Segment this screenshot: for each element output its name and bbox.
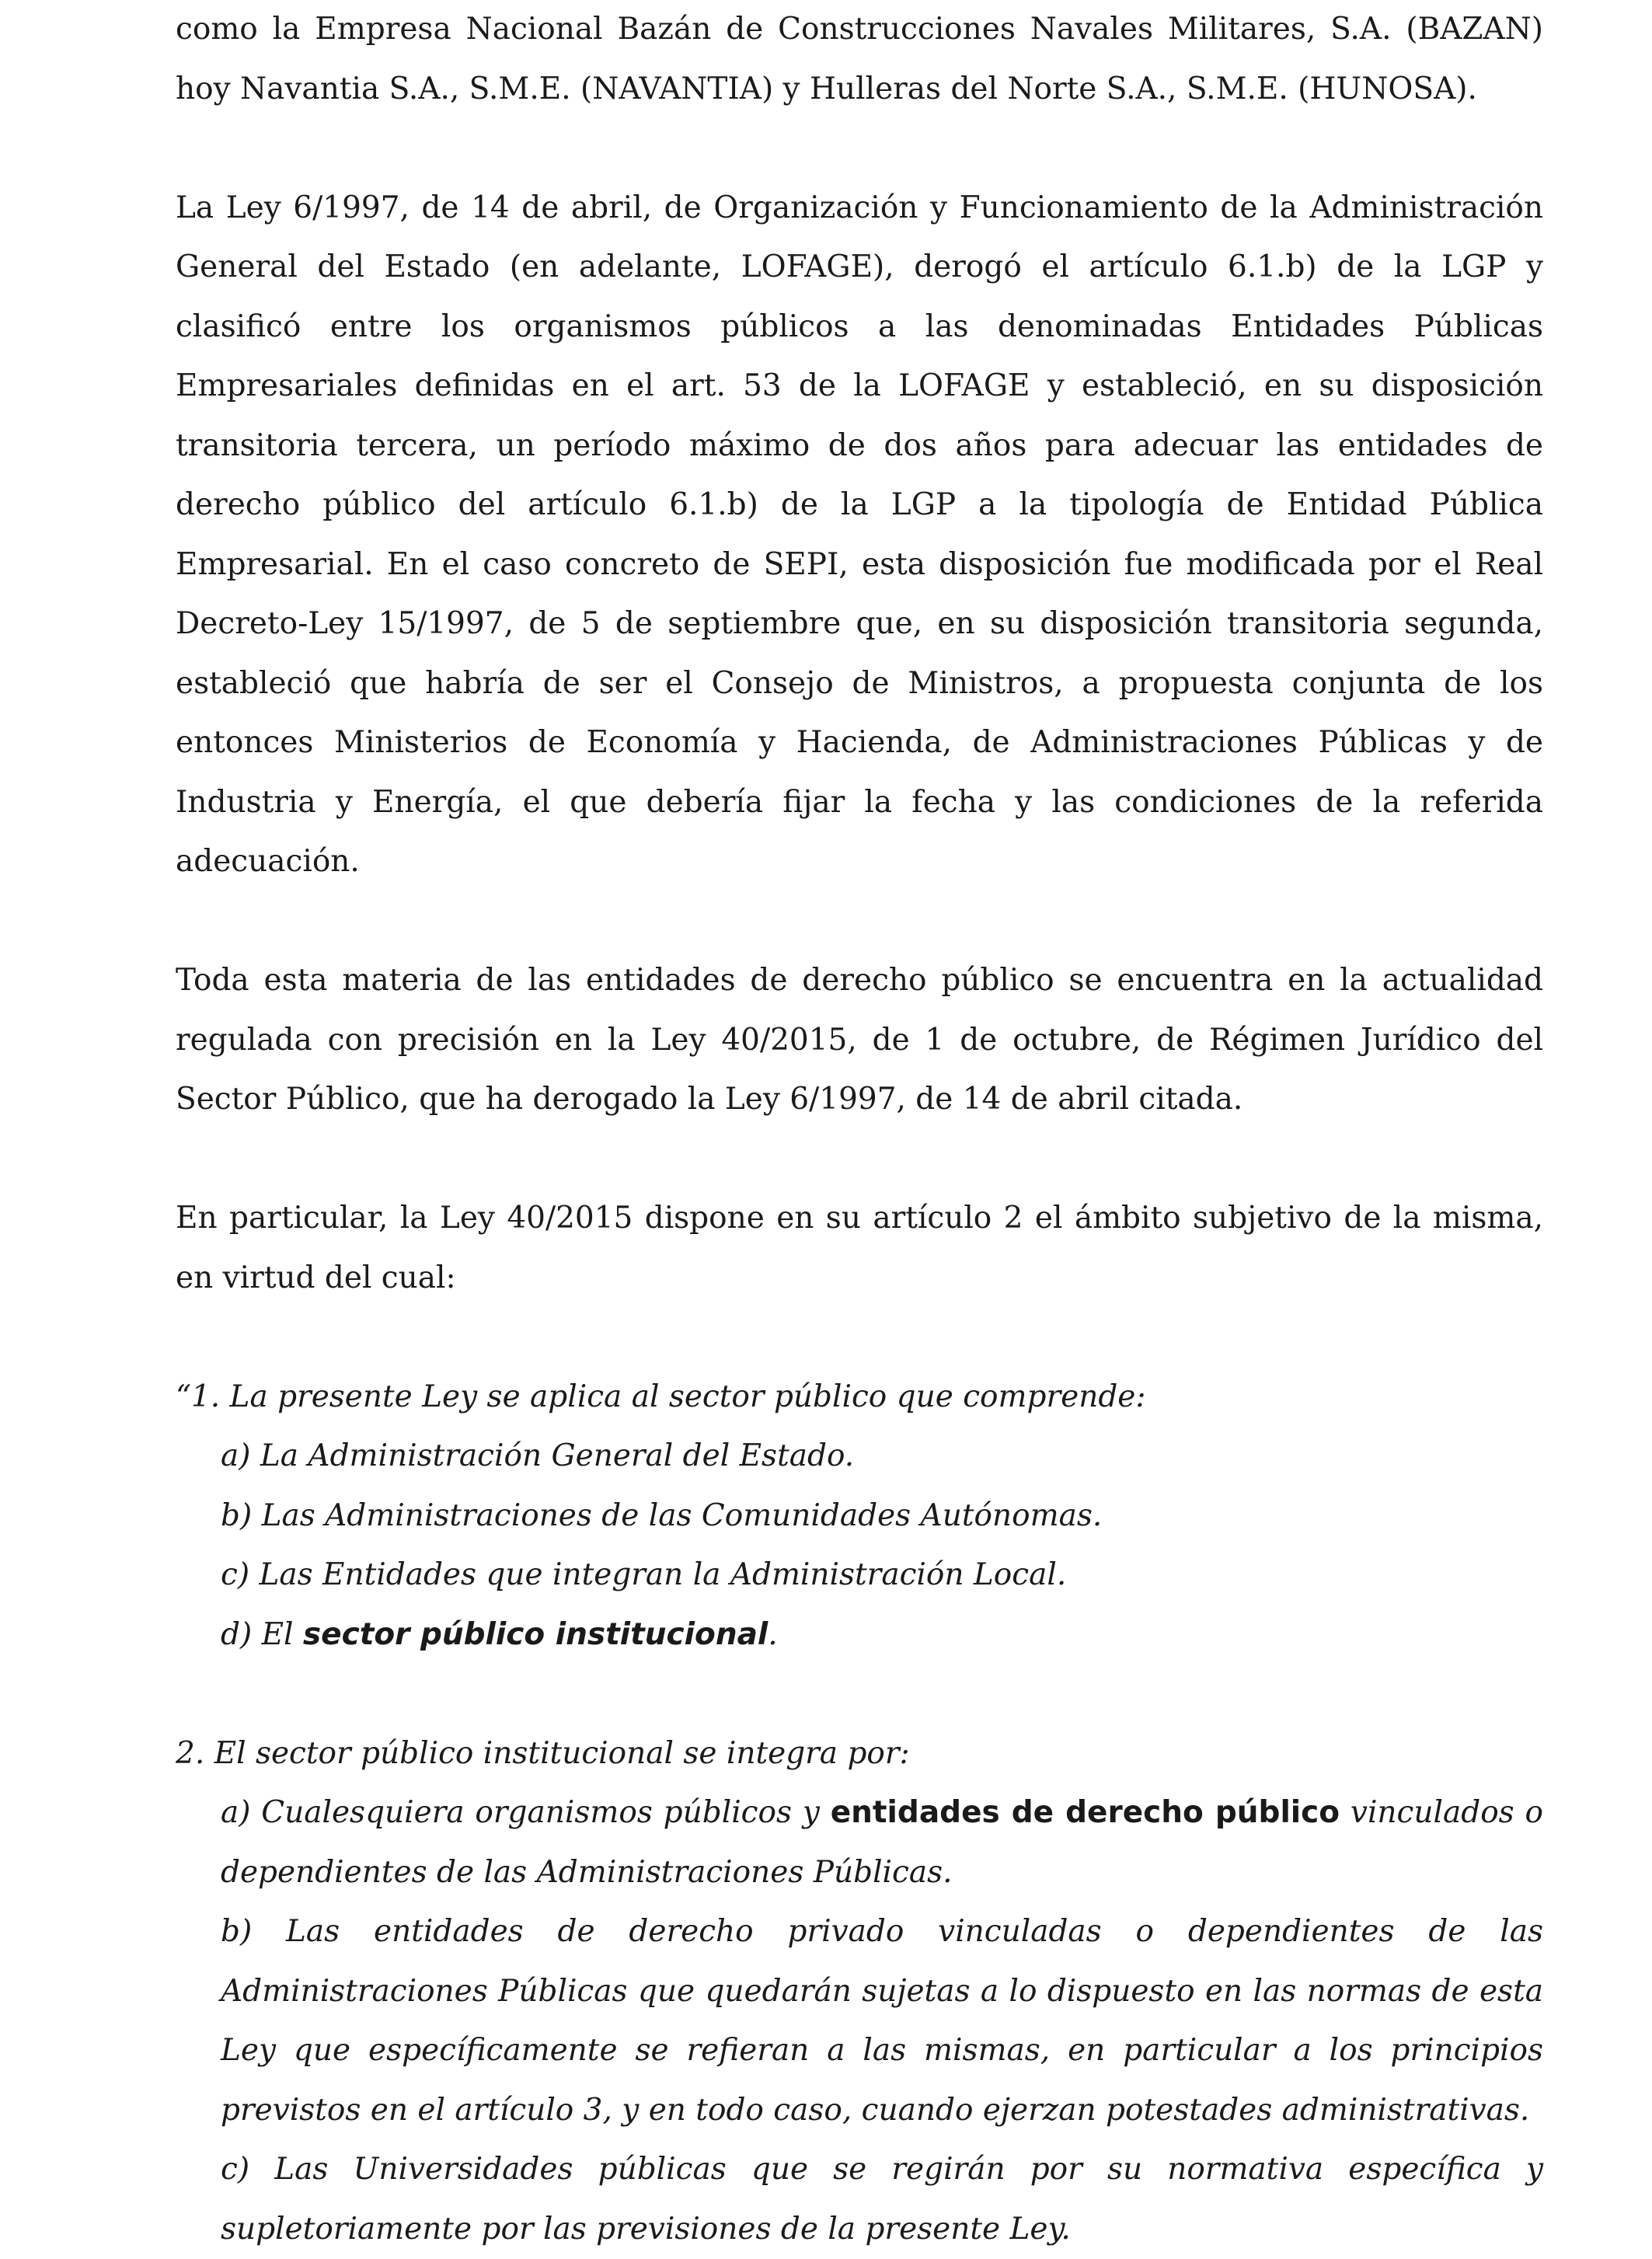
paragraph-gap — [176, 1130, 1543, 1190]
quote-item-1a: a) La Administración General del Estado. — [176, 1427, 1543, 1487]
quote-item-2c: c) Las Universidades públicas que se regirán por su normativa específica y supletoriamente por las previsiones de la presente Ley. — [176, 2140, 1543, 2259]
quote-item-1b: b) Las Administraciones de las Comunidades Autónomas. — [176, 1487, 1543, 1546]
paragraph-lofage: La Ley 6/1997, de 14 de abril, de Organización y Funcionamiento de la Administración General del Estado (en adelante, LOFAGE), derogó el artículo 6.1.b) de la LGP y clasificó entre los organismos públicos a las denominadas Entidades Públicas Empresariales definidas en el art. 53 de la LOFAGE y estableció, en su disposición transitoria tercera, un período máximo de dos años para adecuar las entidades de derecho público del artículo 6.1.b) de la LGP a la tipología de Entidad Pública Empresarial. En el caso concreto de SEPI, esta disposición fue modificada por el Real Decreto-Ley 15/1997, de 5 de septiembre que, en su disposición transitoria segunda, estableció que habría de ser el Consejo de Ministros, a propuesta conjunta de los entonces Ministerios de Economía y Hacienda, de Administraciones Públicas y de Industria y Energía, el que debería fijar la fecha y las condiciones de la referida adecuación. — [176, 179, 1543, 892]
paragraph-gap — [176, 1308, 1543, 1368]
quote-item-2b: b) Las entidades de derecho privado vinculadas o dependientes de las Administraciones Públicas que quedarán sujetas a lo dispuesto en las normas de esta Ley que específicamente se refieran a las mismas, en particular a los principios previstos en el artículo 3, y en todo caso, cuando ejerzan potestades administrativas. — [176, 1902, 1543, 2140]
quote-item-1d-bold: sector público institucional — [303, 1617, 768, 1652]
paragraph-gap — [176, 892, 1543, 952]
quote-item-1c: c) Las Entidades que integran la Administración Local. — [176, 1546, 1543, 1605]
legal-quote — [176, 1368, 1543, 2259]
paragraph-hunosa: como la Empresa Nacional Bazán de Construcciones Navales Militares, S.A. (BAZAN) hoy Navantia S.A., S.M.E. (NAVANTIA) y Hulleras del Norte S.A., S.M.E. (HUNOSA). — [176, 0, 1543, 119]
quote-item-2a-prefix: a) Cualesquiera organismos públicos y — [221, 1795, 831, 1830]
quote-item-2a — [176, 1783, 1543, 1902]
quote-item-1d-suffix: . — [768, 1617, 777, 1652]
quote-item-1d-prefix: d) El — [221, 1617, 303, 1652]
document-page — [176, 0, 1543, 2259]
paragraph-gap — [176, 119, 1543, 179]
quote-section-2-heading: 2. El sector público institucional se integra por: — [176, 1724, 1543, 1784]
quote-item-2a-bold: entidades de derecho público — [831, 1795, 1340, 1830]
quote-item-2a-suffix: vinculados o dependientes de las Administraciones Públicas. — [221, 1795, 1543, 1890]
quote-section-1-heading: “1. La presente Ley se aplica al sector público que comprende: — [176, 1368, 1543, 1428]
paragraph-ambito-subjetivo: En particular, la Ley 40/2015 dispone en su artículo 2 el ámbito subjetivo de la misma, en virtud del cual: — [176, 1189, 1543, 1308]
quote-item-1d — [176, 1605, 1543, 1665]
quote-gap — [176, 1665, 1543, 1724]
paragraph-ley-40-2015: Toda esta materia de las entidades de derecho público se encuentra en la actualidad regulada con precisión en la Ley 40/2015, de 1 de octubre, de Régimen Jurídico del Sector Público, que ha derogado la Ley 6/1997, de 14 de abril citada. — [176, 951, 1543, 1130]
